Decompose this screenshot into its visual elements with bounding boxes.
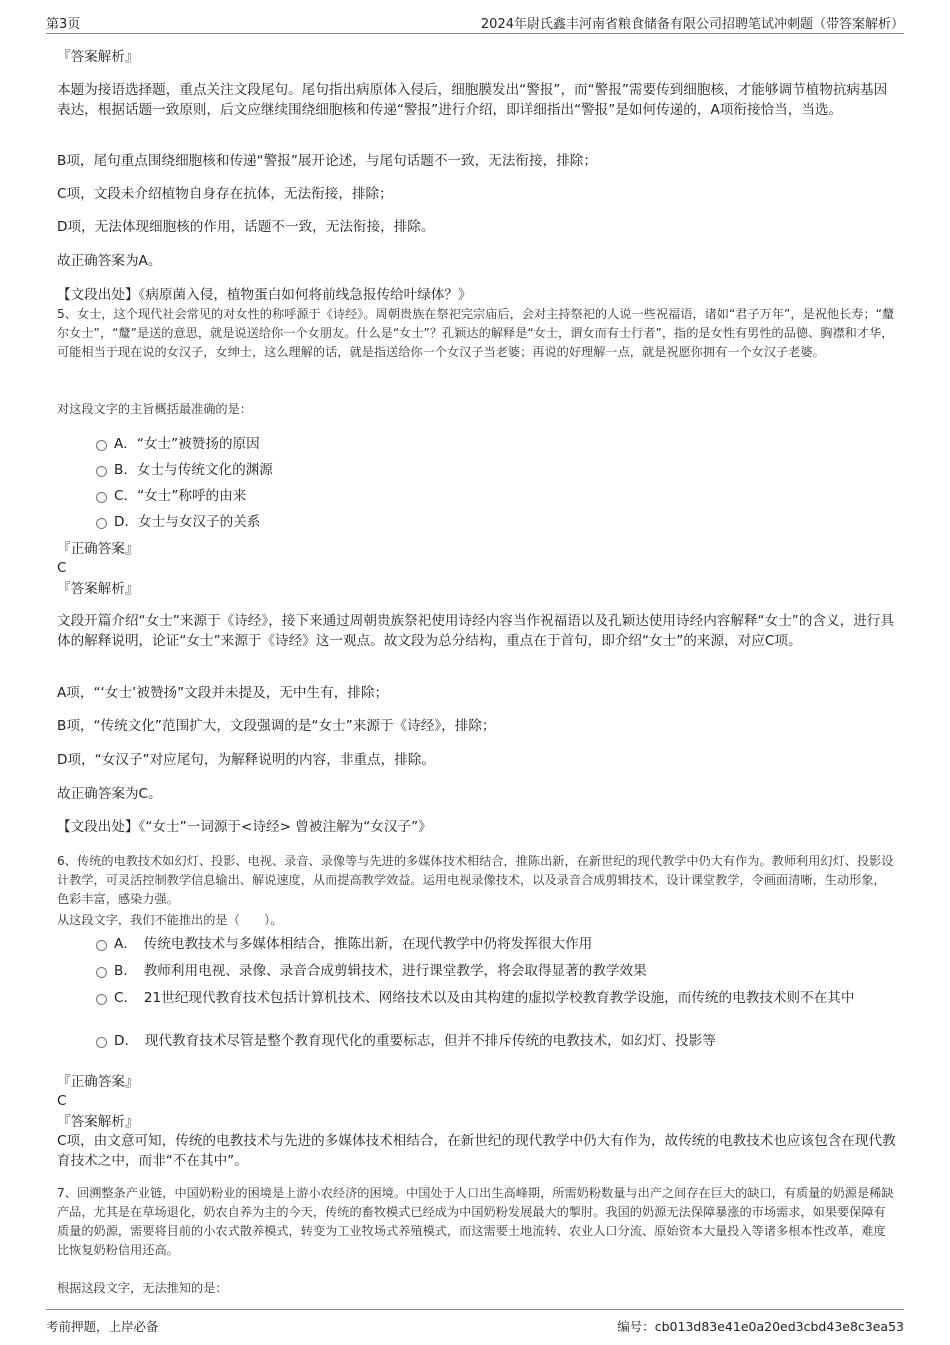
option-a[interactable] [96, 434, 914, 454]
option-label: A． 传统电教技术与多媒体相结合，推陈出新，在现代教学中仍将发挥很大作用 [114, 936, 593, 952]
correct-answer-label: 『正确答案』 [57, 1074, 139, 1090]
code-label: 编号： [617, 1319, 655, 1334]
code-value: cb013d83e41e0a20ed3cbd43e8c3ea53 [654, 1319, 904, 1334]
question-stem: 5、女士，这个现代社会常见的对女性的称呼源于《诗经》。周朝贵族在祭祀完宗庙后，会对主持祭祀的人说一些祝福语，诸如“君子万年”，是祝他长寿；“釐尔女士”，“釐”是送的意思，就是说送给你一个女朋友。什么是“女士”？孔颖达的解释是“女士，谓女而有士行者”，指的是女性有男性的品德、胸襟和才华，可能相当于现在说的女汉子，女绅士，这么理解的话，就是指送给你一个女汉子当老婆；再说的好理解一点，就是祝愿你拥有一个女汉子老婆。 [57, 307, 895, 359]
page-footer [46, 1309, 904, 1340]
analysis-option-d: D项，“女汉子”对应尾句，为解释说明的内容，非重点，排除。 [57, 752, 435, 768]
option-label: B． 教师利用电视、录像、录音合成剪辑技术，进行课堂教学，将会取得显著的教学效果 [114, 963, 647, 979]
option-label: C． 21世纪现代教育技术包括计算机技术、网络技术以及由其构建的虚拟学校教育教学设施，而传统的电教技术则不在其中 [114, 990, 855, 1006]
option-b[interactable] [96, 460, 914, 480]
analysis-text: 本题为接语选择题，重点关注文段尾句。尾句指出病原体入侵后，细胞膜发出“警报”，而“警报”需要传到细胞核，才能够调节植物抗病基因表达，根据话题一致原则，后文应继续围绕细胞核和传递“警报”进行介绍，即详细指出“警报”是如何传递的，A项衔接恰当，当选。 [57, 82, 888, 118]
radio-button[interactable] [96, 940, 107, 951]
answer-conclusion: 故正确答案为A。 [57, 253, 162, 269]
analysis-label: 『答案解析』 [57, 49, 139, 65]
option-label: C．“女士”称呼的由来 [114, 488, 247, 504]
question-prompt: 从这段文字，我们不能推出的是（ ）。 [57, 913, 283, 927]
option-b[interactable] [96, 961, 914, 981]
correct-answer: C [57, 560, 67, 576]
option-d[interactable] [96, 512, 914, 532]
page-number: 第3页 [46, 17, 81, 32]
radio-button[interactable] [96, 518, 107, 529]
analysis-option-b: B项，尾句重点围绕细胞核和传递“警报”展开论述，与尾句话题不一致，无法衔接，排除； [57, 153, 597, 169]
analysis-label: 『答案解析』 [57, 581, 139, 597]
question-stem: 7、回溯整条产业链，中国奶粉业的困境是上游小农经济的困境。中国处于人口出生高峰期，所需奶粉数量与出产之间存在巨大的缺口，有质量的奶源是稀缺产品，尤其是在草场退化，奶农自养为主的今天，传统的畜牧模式已经成为中国奶粉发展最大的掣肘。我国的奶源无法保障暴涨的市场需求，如果要保障有质量的奶源，需要将目前的小农式散养模式，转变为工业牧场式养殖模式，而这需要土地流转、农业人口分流、原始资本大量投入等诸多根本性改革，难度比恢复奶粉信用还高。 [57, 1186, 894, 1257]
analysis-text: 文段开篇介绍“女士”来源于《诗经》，接下来通过周朝贵族祭祀使用诗经内容当作祝福语以及孔颖达使用诗经内容解释“女士”的含义，进行具体的解释说明，论证“女士”来源于《诗经》这一观点。故文段为总分结构，重点在于首句，即介绍“女士”的来源，对应C项。 [57, 613, 894, 649]
footer-slogan: 考前押题，上岸必备 [46, 1319, 159, 1334]
option-c[interactable] [96, 486, 914, 506]
option-label: D．女士与女汉子的关系 [114, 514, 261, 530]
option-a[interactable] [96, 934, 914, 954]
page-header [46, 11, 904, 34]
analysis-label: 『答案解析』 [57, 1114, 139, 1130]
option-label: B．女士与传统文化的渊源 [114, 462, 273, 478]
radio-button[interactable] [96, 492, 107, 503]
correct-answer-label: 『正确答案』 [57, 541, 139, 557]
document-title: 2024年尉氏鑫丰河南省粮食储备有限公司招聘笔试冲刺题（带答案解析） [480, 17, 904, 32]
option-d[interactable] [96, 1031, 914, 1051]
analysis-option-b: B项，“传统文化”范围扩大，文段强调的是“女士”来源于《诗经》，排除； [57, 718, 496, 734]
analysis-option-a: A项，“‘女士’被赞扬”文段并未提及，无中生有，排除； [57, 685, 389, 701]
option-label: D． 现代教育技术尽管是整个教育现代化的重要标志，但并不排斥传统的电教技术，如幻灯、投影等 [114, 1033, 716, 1049]
analysis-option-d: D项，无法体现细胞核的作用，话题不一致，无法衔接，排除。 [57, 219, 435, 235]
analysis-text: C项，由文意可知，传统的电教技术与先进的多媒体技术相结合，在新世纪的现代教学中仍大有作为，故传统的电教技术也应该包含在现代教育技术之中，而非“不在其中”。 [57, 1133, 896, 1169]
answer-conclusion: 故正确答案为C。 [57, 786, 162, 802]
radio-button[interactable] [96, 440, 107, 451]
radio-button[interactable] [96, 466, 107, 477]
correct-answer: C [57, 1093, 67, 1109]
question-prompt: 对这段文字的主旨概括最准确的是： [57, 402, 252, 416]
radio-button[interactable] [96, 994, 107, 1005]
question-prompt: 根据这段文字，无法推知的是： [57, 1281, 228, 1295]
radio-button[interactable] [96, 967, 107, 978]
question-stem: 6、传统的电教技术如幻灯、投影、电视、录音、录像等与先进的多媒体技术相结合，推陈出新，在新世纪的现代教学中仍大有作为。教师利用幻灯、投影设计教学，可灵活控制教学信息输出、解说速度，从而提高教学效益。运用电视录像技术，以及录音合成剪辑技术，设计课堂教学，令画面清晰，生动形象，色彩丰富，感染力强。 [57, 854, 894, 906]
option-label: A．“女士”被赞扬的原因 [114, 436, 260, 452]
option-c[interactable] [96, 988, 904, 1008]
text-source: 【文段出处】《“女士”一词源于<诗经> 曾被注解为“女汉子”》 [57, 819, 432, 835]
document-code [617, 1317, 904, 1335]
text-source: 【文段出处】《病原菌入侵，植物蛋白如何将前线急报传给叶绿体？》 [57, 287, 472, 303]
analysis-option-c: C项，文段未介绍植物自身存在抗体，无法衔接，排除； [57, 186, 393, 202]
radio-button[interactable] [96, 1037, 107, 1048]
